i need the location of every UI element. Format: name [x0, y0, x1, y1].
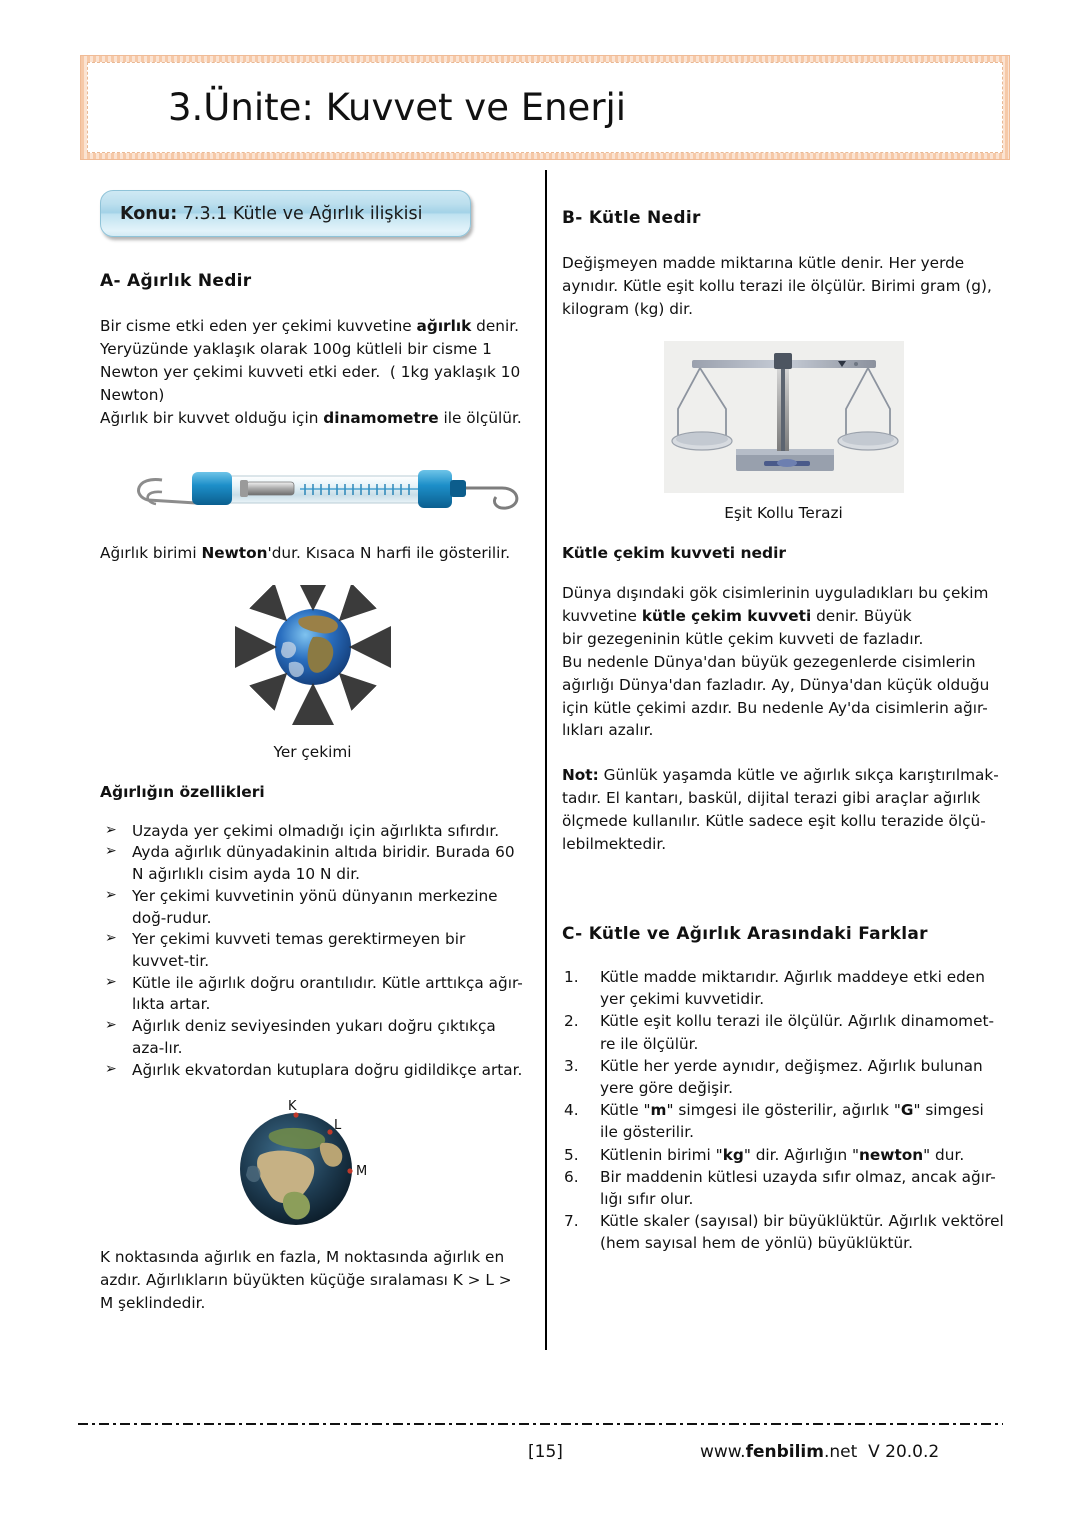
section-a-paragraph: Bir cisme etki eden yer çekimi kuvvetine ağırlık denir. Yeryüzünde yaklaşık olarak 100g kütleli bir cisme 1 Newton yer çekimi kuvveti etki eder. ( 1kg yaklaşık 10 Newton) Ağırlık bir kuvvet olduğu için dinamometre ile ölçülür. — [100, 317, 522, 427]
earth-gravity-svg — [213, 585, 413, 737]
arrow-bullet-icon: ➢ — [105, 821, 117, 838]
section-a-heading: A- Ağırlık Nedir — [100, 271, 252, 291]
globe-klm-svg — [218, 1097, 408, 1232]
dynamometer-figure — [100, 450, 525, 528]
list-item — [100, 886, 525, 929]
gravity-caption: Yer çekimi — [273, 742, 352, 761]
list-item-text: Kütle her yerde aynıdır, değişmez. Ağırlık bulunan yere göre değişir. — [600, 1056, 983, 1097]
gravitation-paragraph: Dünya dışındaki gök cisimlerinin uyguladıkları bu çekim kuvvetine kütle çekim kuvveti denir. Büyük bir gezegeninin kütle çekim kuvveti de fazladır. Bu nedenle Dünya'dan büyük gezegenlerde cisimlerin ağırlığı Dünya'dan fazladır. Ay, Dünya'dan küçük olduğu için kütle çekimi azdır. Bu nedenle Ay'da cisimlerin ağır-lıkları azalır. — [562, 583, 990, 740]
globe-figure — [100, 1097, 525, 1232]
globe-conclusion: K noktasında ağırlık en fazla, M noktasında ağırlık en azdır. Ağırlıkların büyükten küçüğe sıralaması K > L > M şeklindedir. — [100, 1248, 512, 1313]
list-item-text: Kütle eşit kollu terazi ile ölçülür. Ağırlık dinamomet-re ile ölçülür. — [600, 1012, 995, 1053]
page-number: [15] — [528, 1442, 563, 1462]
footer-site — [700, 1442, 939, 1462]
globe-label-m: M — [355, 1164, 367, 1180]
list-item — [562, 1144, 1005, 1166]
arrow-bullet-icon: ➢ — [105, 886, 117, 903]
list-item-text: Ağırlık deniz seviyesinden yukarı doğru çıktıkça aza-lır. — [132, 1017, 496, 1057]
banner-inner-area — [90, 64, 1000, 151]
list-item-text: Ayda ağırlık dünyadakinin altıda biridir. Burada 60 N ağırlıklı cisim ayda 10 N dir. — [132, 843, 515, 884]
list-item — [562, 1166, 1005, 1210]
list-item — [562, 1210, 1005, 1254]
list-item-text: Kütle madde miktarıdır. Ağırlık maddeye etki eden yer çekimi kuvvetidir. — [600, 968, 985, 1009]
right-column — [562, 208, 1005, 1254]
list-item — [100, 1016, 525, 1059]
section-c-heading: C- Kütle ve Ağırlık Arasındaki Farklar — [562, 924, 928, 945]
list-item-text: Kütle "m" simgesi ile gösterilir, ağırlık "G" simgesi ile gösterilir. — [600, 1101, 984, 1142]
list-item — [562, 1055, 1005, 1099]
differences-list — [562, 966, 1005, 1254]
list-item — [100, 821, 525, 843]
arrow-bullet-icon: ➢ — [105, 1017, 117, 1034]
site-suffix: .net — [823, 1442, 858, 1462]
list-item-text: Kütlenin birimi "kg" dir. Ağırlığın "newton" dur. — [600, 1145, 965, 1164]
list-item — [562, 1099, 1005, 1143]
list-number: 5. — [564, 1145, 579, 1164]
arrow-bullet-icon: ➢ — [105, 1060, 117, 1077]
column-divider — [545, 170, 547, 1350]
globe-label-k: K — [287, 1099, 297, 1115]
left-column — [100, 190, 525, 1335]
properties-heading: Ağırlığın özellikleri — [100, 782, 265, 801]
list-number: 6. — [564, 1167, 579, 1186]
site-prefix: www. — [700, 1442, 746, 1462]
list-item — [100, 929, 525, 972]
note-paragraph — [562, 764, 1005, 856]
list-item-text: Bir maddenin kütlesi uzayda sıfır olmaz, ancak ağır-lığı sıfır olur. — [600, 1167, 996, 1208]
list-number: 2. — [564, 1012, 579, 1031]
balance-figure — [562, 341, 1005, 522]
page-title: 3.Ünite: Kuvvet ve Enerji — [168, 86, 627, 129]
konu-label: Konu: — [120, 203, 178, 224]
note-label: Not: — [562, 766, 599, 785]
arrow-bullet-icon: ➢ — [105, 843, 117, 860]
list-item-text: Kütle ile ağırlık doğru orantılıdır. Kütle arttıkça ağır-lıkta artar. — [132, 973, 523, 1014]
globe-label-l: L — [333, 1118, 341, 1134]
list-item-text: Kütle skaler (sayısal) bir büyüklüktür. Ağırlık vektörel (hem sayısal hem de yönlü) büyüklüktür. — [600, 1212, 1004, 1253]
note-text: Günlük yaşamda kütle ve ağırlık sıkça karıştırılmak-tadır. El kantarı, baskül, dijital terazi gibi araçlar ağırlık ölçmede kullanılır. Kütle sadece eşit kollu terazide ölçü-lebilmektedir. — [562, 766, 999, 854]
konu-value: 7.3.1 Kütle ve Ağırlık ilişkisi — [177, 203, 423, 224]
globe-image — [218, 1097, 408, 1232]
gravitation-heading: Kütle çekim kuvveti nedir — [562, 543, 787, 562]
dynamometer-image — [100, 450, 525, 528]
gravity-image — [213, 585, 413, 737]
arrow-bullet-icon: ➢ — [105, 973, 117, 990]
gravity-figure — [100, 585, 525, 761]
list-number: 4. — [564, 1101, 579, 1120]
site-name: fenbilim — [745, 1442, 824, 1462]
version-label: V 20.0.2 — [868, 1442, 940, 1462]
list-item-text: Yer çekimi kuvvetinin yönü dünyanın merkezine doğ-rudur. — [132, 886, 498, 927]
konu-badge — [100, 190, 471, 237]
newton-unit-line: Ağırlık birimi Newton'dur. Kısaca N harfi ile gösterilir. — [100, 543, 511, 562]
list-item — [100, 973, 525, 1016]
list-item-text: Uzayda yer çekimi olmadığı için ağırlıkta sıfırdır. — [132, 821, 500, 840]
arrow-bullet-icon: ➢ — [105, 930, 117, 947]
footer-divider — [78, 1423, 1003, 1425]
list-item — [100, 842, 525, 885]
list-number: 3. — [564, 1056, 579, 1075]
section-b-paragraph: Değişmeyen madde miktarına kütle denir. Her yerde aynıdır. Kütle eşit kollu terazi ile ölçülür. Birimi gram (g), kilogram (kg) dir. — [562, 254, 992, 318]
list-item-text: Ağırlık ekvatordan kutuplara doğru gidildikçe artar. — [132, 1060, 523, 1079]
list-number: 1. — [564, 968, 579, 987]
unit-title-banner — [80, 55, 1010, 160]
list-item — [562, 966, 1005, 1010]
konu-badge-text — [101, 204, 423, 224]
list-number: 7. — [564, 1212, 579, 1231]
weight-properties-list — [100, 821, 525, 1082]
balance-caption: Eşit Kollu Terazi — [724, 503, 843, 522]
balance-image — [664, 341, 904, 496]
equal-arm-balance-svg — [664, 341, 904, 493]
list-item — [562, 1010, 1005, 1054]
section-b-heading: B- Kütle Nedir — [562, 208, 701, 228]
dynamometer-svg — [100, 450, 525, 528]
list-item-text: Yer çekimi kuvveti temas gerektirmeyen bir kuvvet-tir. — [132, 930, 466, 970]
list-item — [100, 1060, 525, 1082]
